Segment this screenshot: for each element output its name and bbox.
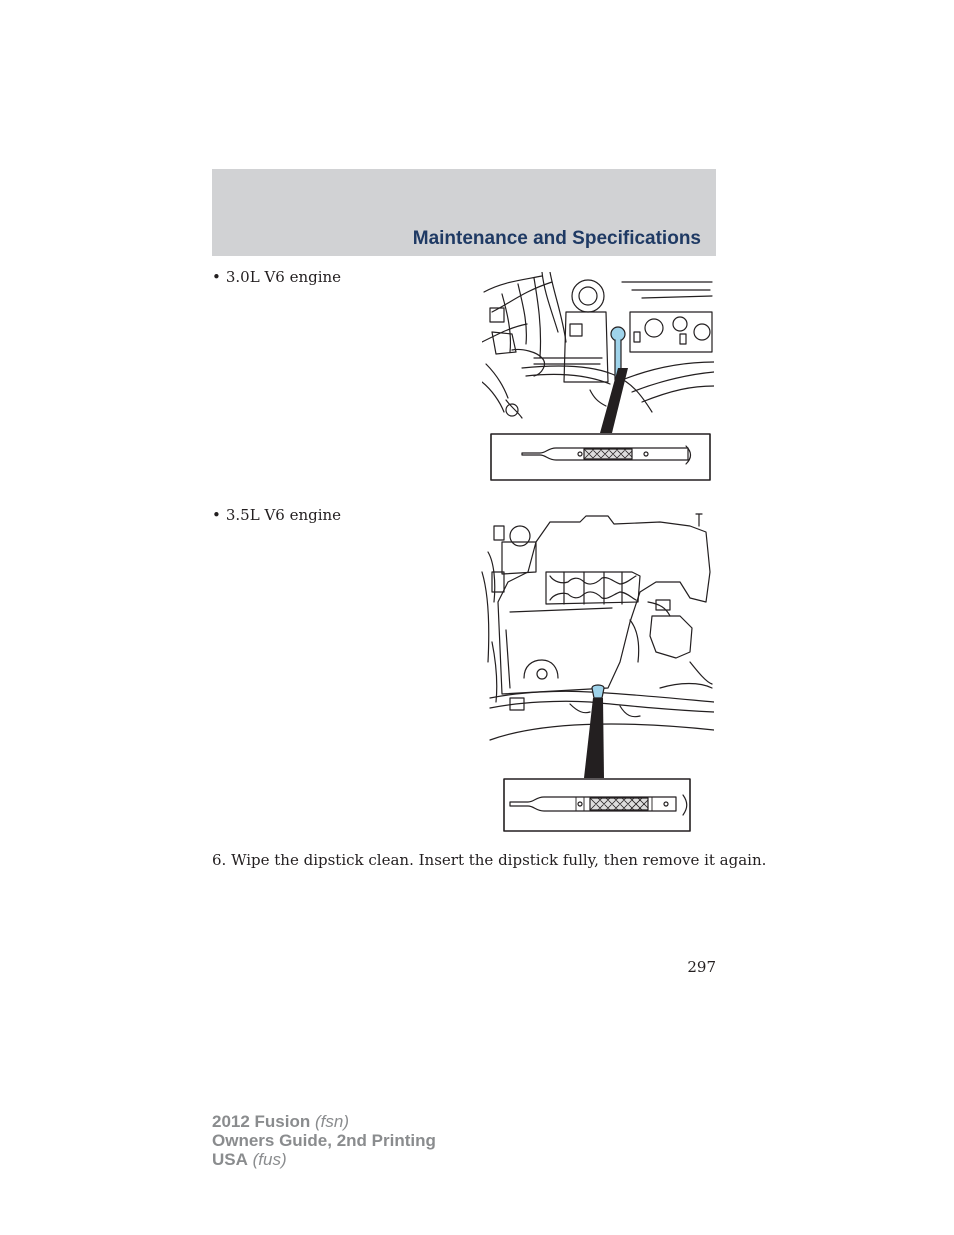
engine-diagram-3-0l <box>482 272 714 484</box>
footer-line-2: Owners Guide, 2nd Printing <box>212 1131 436 1150</box>
bullet-label: 3.5L V6 engine <box>225 506 342 524</box>
bullet-dot: • <box>212 268 221 286</box>
footer <box>212 1112 436 1169</box>
footer-line-1: 2012 Fusion (fsn) <box>212 1112 349 1131</box>
header-band <box>212 169 716 256</box>
bullet-dot: • <box>212 506 221 524</box>
step-instruction: 6. Wipe the dipstick clean. Insert the dipstick fully, then remove it again. <box>212 851 767 869</box>
bullet-label: 3.0L V6 engine <box>225 268 342 286</box>
bullet-item-3-5l <box>212 506 341 524</box>
engine-diagram-3-5l <box>480 512 714 834</box>
page-number: 297 <box>687 958 716 976</box>
footer-line-3: USA (fus) <box>212 1150 287 1169</box>
bullet-item-3-0l <box>212 268 341 286</box>
section-title: Maintenance and Specifications <box>412 228 701 249</box>
